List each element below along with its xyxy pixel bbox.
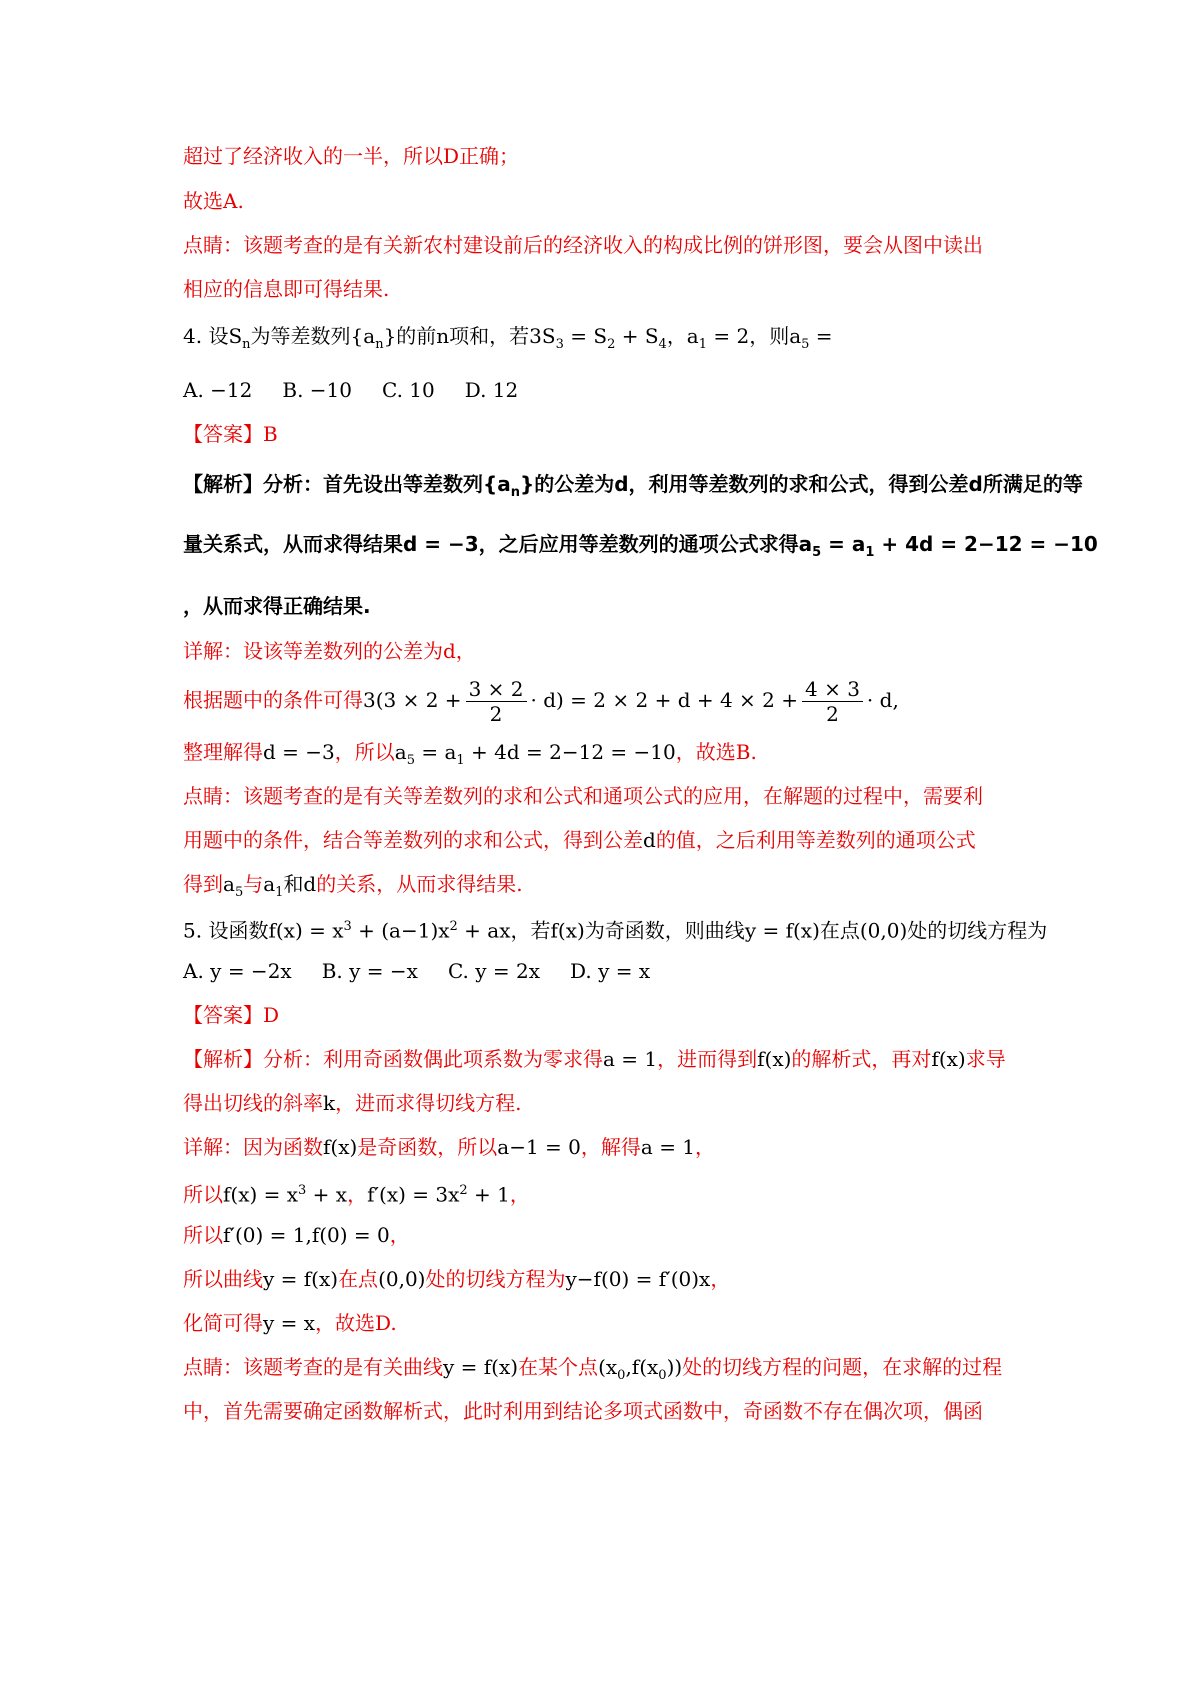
question-5-detail-1: 详解：因为函数f(x)是奇函数，所以a−1 = 0，解得a = 1， xyxy=(183,1135,716,1159)
question-4-analysis-2: 量关系式，从而求得结果d = −3，之后应用等差数列的通项公式求得$a_5 = a_1 + 4d = 2-12 = -10$ xyxy=(183,532,1098,560)
question-5-note-2: 中，首先需要确定函数解析式，此时利用到结论多项式函数中，奇函数不存在偶次项，偶函 xyxy=(183,1399,983,1423)
text-line-2: 故选A. xyxy=(183,189,244,213)
question-5-analysis-1: 【解析】分析：利用奇函数偶此项系数为零求得a = 1，进而得到f(x)的解析式，再对f(x)求导 xyxy=(183,1047,1006,1071)
question-4-options xyxy=(183,376,548,404)
question-5-detail-3: 所以f′(0) = 1,f(0) = 0， xyxy=(183,1223,410,1247)
option-d: D. y = x xyxy=(570,959,651,983)
question-4-note-2: 用题中的条件，结合等差数列的求和公式，得到公差d的值，之后利用等差数列的通项公式 xyxy=(183,828,976,852)
text-line-3: 点睛：该题考查的是有关新农村建设前后的经济收入的构成比例的饼形图，要会从图中读出 xyxy=(183,233,983,257)
question-5-analysis-2: 得出切线的斜率k，进而求得切线方程. xyxy=(183,1091,522,1115)
question-4-detail-2: 根据题中的条件可得3(3 × 2 + $\frac{3 \times 2}{2}$ · d) = 2 × 2 + d + 4 × 2 + $\frac{4 \times 3}{2}$ · d, xyxy=(183,677,899,726)
question-5-detail-4: 所以曲线y = f(x)在点(0,0)处的切线方程为y−f(0) = f′(0)x， xyxy=(183,1267,731,1291)
question-4-answer: 【答案】B xyxy=(183,422,278,446)
option-a: A. y = −2x xyxy=(183,959,292,983)
question-5-stem: 5. 设函数$f(x) = x^3 + (a-1)x^2$ + ax，若f(x)为奇函数，则曲线y = f(x)在点(0,0)处的切线方程为 xyxy=(183,918,1048,943)
option-a: A. −12 xyxy=(183,378,253,402)
question-4-analysis-3: ，从而求得正确结果. xyxy=(183,594,371,618)
question-5-options xyxy=(183,957,680,985)
question-4-note-3: 得到$a_5$与$a_1$和d的关系，从而求得结果. xyxy=(183,872,523,900)
text-line-1: 超过了经济收入的一半，所以D正确； xyxy=(183,144,520,168)
question-5-detail-5: 化简可得y = x，故选D. xyxy=(183,1311,397,1335)
question-5-note-1: 点睛：该题考查的是有关曲线y = f(x)在某个点$(x_0,f(x_0))$处的切线方程的问题，在求解的过程 xyxy=(183,1355,1003,1383)
text-line-4: 相应的信息即可得结果. xyxy=(183,277,390,301)
question-5-detail-2: 所以$f(x) = x^3 + x$，$f'(x) = 3x^2 + 1$， xyxy=(183,1182,530,1207)
question-4-detail-1: 详解：设该等差数列的公差为d， xyxy=(183,639,476,663)
question-5-answer: 【答案】D xyxy=(183,1003,280,1027)
option-b: B. −10 xyxy=(282,378,352,402)
question-4-note-1: 点睛：该题考查的是有关等差数列的求和公式和通项公式的应用，在解题的过程中，需要利 xyxy=(183,784,983,808)
option-d: D. 12 xyxy=(464,378,519,402)
option-b: B. y = −x xyxy=(321,959,418,983)
question-4-stem: 4. 设$S_n$为等差数列$\{a_n\}$的前n项和，若$3S_3 = S_2 + S_4$，$a_1 = 2$，则$a_5$ = xyxy=(183,324,833,352)
option-c: C. 10 xyxy=(382,378,435,402)
option-c: C. y = 2x xyxy=(447,959,541,983)
question-4-detail-3: 整理解得d = −3，所以$a_5 = a_1 + 4d = 2-12 = -10$，故选B. xyxy=(183,740,757,768)
question-4-analysis-1: 【解析】分析：首先设出等差数列$\{a_n\}$的公差为d，利用等差数列的求和公式，得到公差d所满足的等 xyxy=(183,472,1083,500)
